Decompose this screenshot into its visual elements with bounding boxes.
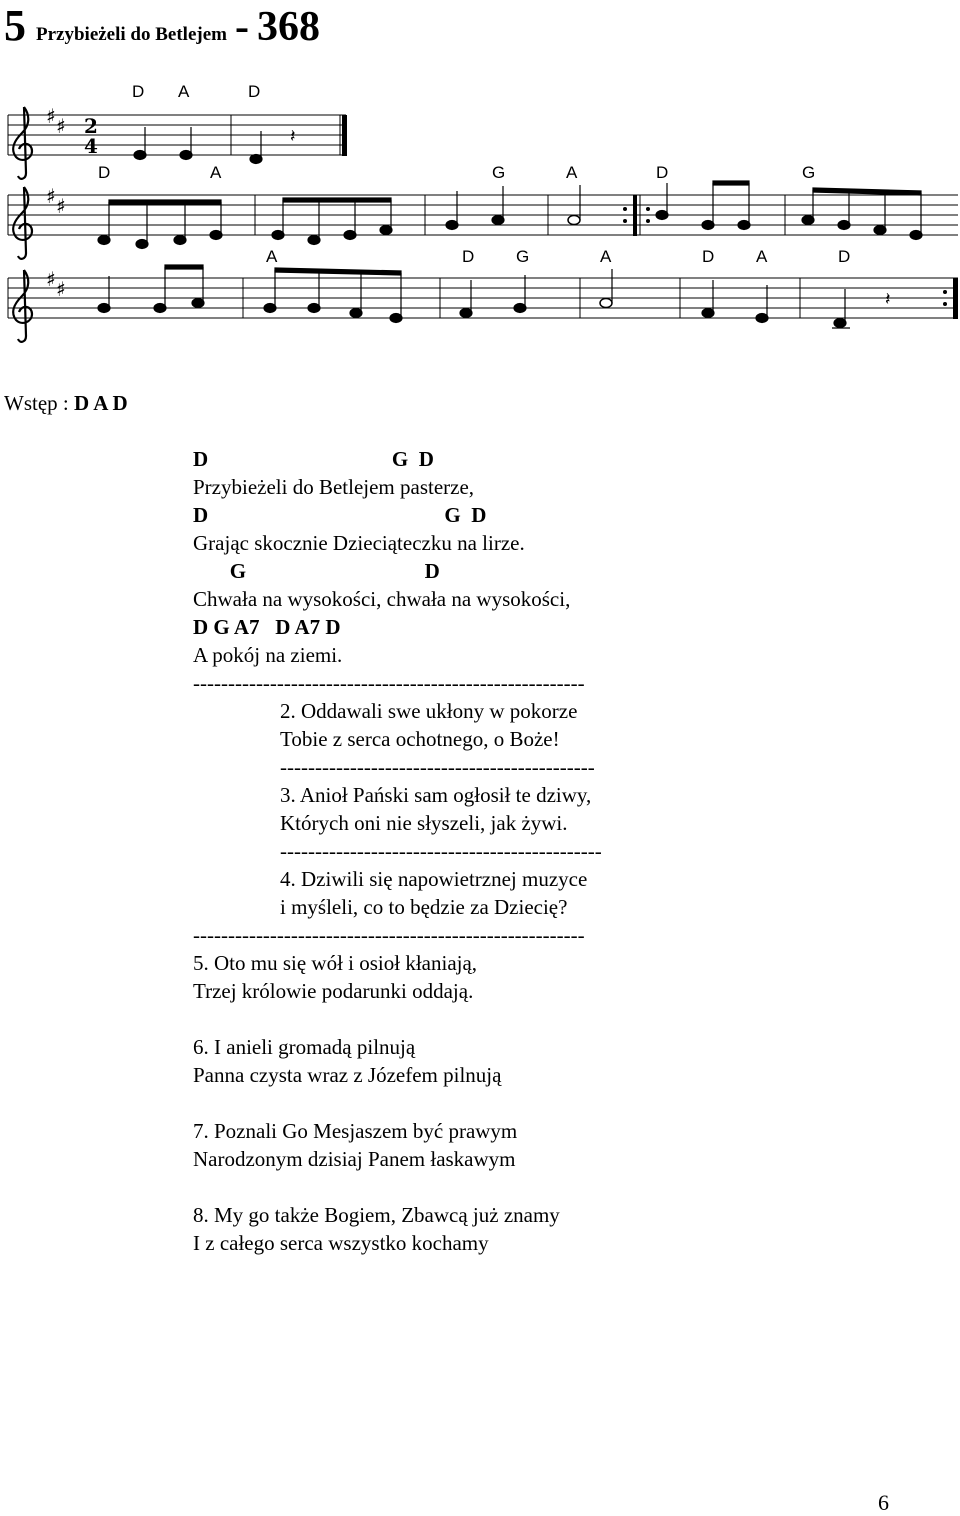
verse-8-line-2: I z całego serca wszystko kochamy: [193, 1231, 489, 1255]
verse-5-line-2: Trzej królowie podarunki oddają.: [193, 979, 474, 1003]
verse-4-line-1: 4. Dziwili się napowietrznej muzyce: [280, 867, 588, 891]
chord-line: D G D: [193, 447, 434, 471]
title-separator: -: [234, 4, 249, 50]
separator-line: --------------------------------------------------------: [193, 923, 585, 947]
stanza-gap: [193, 1173, 893, 1201]
score-chord: A: [600, 247, 612, 266]
lyric-line: Grając skocznie Dzieciąteczku na lirze.: [193, 531, 525, 555]
staff-system-2: [8, 163, 958, 259]
score-chord: G: [492, 163, 506, 182]
verse-2-line-1: 2. Oddawali swe ukłony w pokorze: [280, 699, 578, 723]
verse-3-line-1: 3. Anioł Pański sam ogłosił te dziwy,: [280, 783, 592, 807]
verse-6-line-2: Panna czysta wraz z Józefem pilnują: [193, 1063, 502, 1087]
score-chord: A: [566, 163, 578, 182]
staff-system-1: [8, 82, 347, 179]
score-chord: D: [98, 163, 111, 182]
score-chord: D: [132, 82, 145, 101]
hymn-number: 368: [256, 4, 320, 50]
page-number: 6: [878, 1490, 889, 1515]
chord-line: D G D: [193, 503, 487, 527]
score-chord: D: [462, 247, 475, 266]
separator-line: ---------------------------------------------: [280, 755, 595, 779]
score-chord: D: [248, 82, 261, 101]
chord-line: G D: [193, 559, 440, 583]
svg-text:4: 4: [84, 134, 98, 158]
lyric-line: A pokój na ziemi.: [193, 643, 343, 667]
score-chord: G: [516, 247, 530, 266]
score-chord: A: [210, 163, 222, 182]
music-score: [0, 56, 960, 345]
separator-line: ----------------------------------------------: [280, 839, 602, 863]
score-chord: D: [838, 247, 851, 266]
score-chord: D: [656, 163, 669, 182]
verse-2-line-2: Tobie z serca ochotnego, o Boże!: [280, 727, 560, 751]
lyric-line: Przybieżeli do Betlejem pasterze,: [193, 475, 475, 499]
svg-text:𝄽: 𝄽: [290, 126, 296, 147]
song-number: 5: [4, 1, 26, 50]
verse-3-line-2: Których oni nie słyszeli, jak żywi.: [280, 811, 568, 835]
intro-label: Wstęp :: [4, 391, 69, 415]
chord-line: D G A7 D A7 D: [193, 615, 341, 639]
verse-6-line-1: 6. I anieli gromadą pilnują: [193, 1035, 416, 1059]
verse-5-line-1: 5. Oto mu się wół i osioł kłaniają,: [193, 951, 478, 975]
song-header: [4, 0, 320, 52]
song-title: Przybieżeli do Betlejem: [36, 24, 227, 45]
score-chord: D: [702, 247, 715, 266]
score-chord: A: [756, 247, 768, 266]
intro-chords: D A D: [73, 391, 128, 415]
music-score-svg: ♯ ♯ 2 4 𝄽 D A D D A G A D G 𝄽 A D G A D A D: [0, 75, 960, 345]
verse-8-line-1: 8. My go także Bogiem, Zbawcą już znamy: [193, 1203, 560, 1227]
stanza-gap: [193, 1089, 893, 1117]
stanza-gap: [193, 1005, 893, 1033]
lyrics-block: [193, 445, 893, 1257]
verse-4-line-2: i myśleli, co to będzie za Dziecię?: [280, 895, 568, 919]
verse-7-line-1: 7. Poznali Go Mesjaszem być prawym: [193, 1119, 518, 1143]
score-chord: A: [266, 247, 278, 266]
intro-line: [4, 388, 128, 418]
lyric-line: Chwała na wysokości, chwała na wysokości,: [193, 587, 571, 611]
separator-line: --------------------------------------------------------: [193, 671, 585, 695]
score-chord: G: [802, 163, 816, 182]
svg-text:2: 2: [84, 114, 98, 138]
svg-text:𝄽: 𝄽: [885, 289, 891, 310]
score-chord: A: [178, 82, 190, 101]
verse-7-line-2: Narodzonym dzisiaj Panem łaskawym: [193, 1147, 516, 1171]
staff-system-3: [8, 247, 958, 342]
